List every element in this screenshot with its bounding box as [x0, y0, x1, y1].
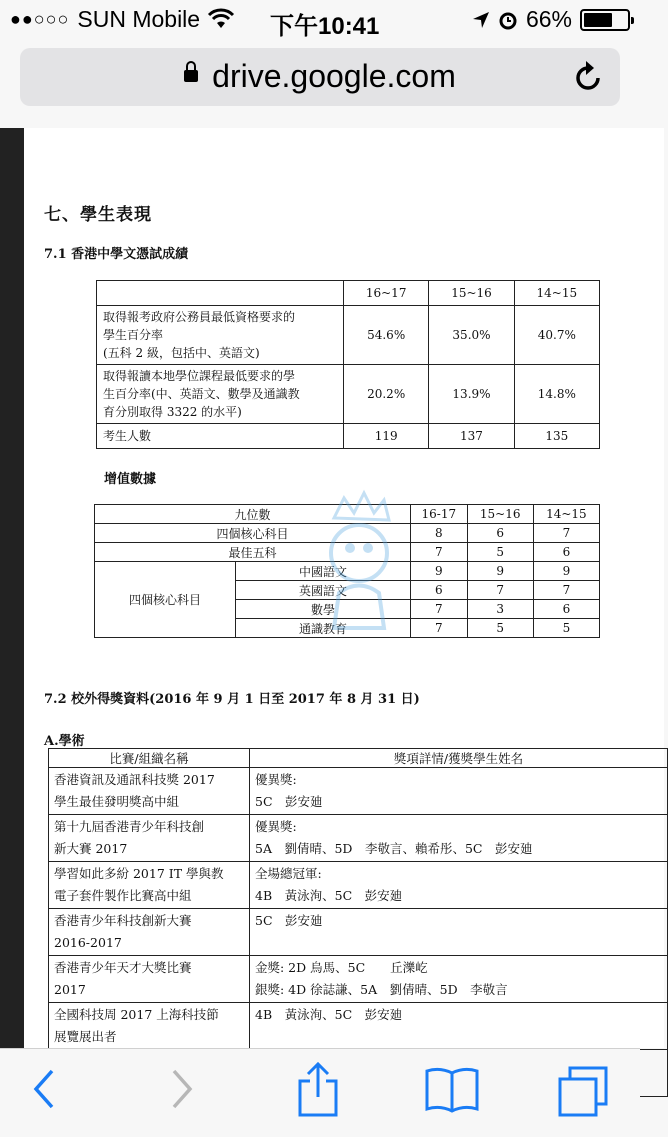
- value-cell: 6: [533, 543, 599, 562]
- table-row: [49, 1003, 668, 1050]
- value-cell: 5: [467, 543, 533, 562]
- award-detail-line: 優異獎:: [255, 819, 297, 834]
- competition-name-line: 電子套件製作比賽高中組: [54, 888, 192, 903]
- signal-icon: ●●○○○: [10, 9, 70, 29]
- table-row: [97, 306, 600, 365]
- value-cell: 8: [411, 524, 468, 543]
- award-detail-line: [255, 1026, 662, 1048]
- competition-name-line: 展覽展出者: [54, 1029, 117, 1044]
- column-header: 獎項詳情/獲獎學生姓名: [250, 749, 668, 768]
- subject-label: 通識教育: [236, 619, 411, 638]
- label-line: 學生百分率: [103, 328, 164, 342]
- value-cell: 6: [467, 524, 533, 543]
- competition-name-line: 全國科技周 2017 上海科技節: [54, 1007, 219, 1022]
- award-detail-line: 優異獎:: [255, 772, 297, 787]
- value-cell: 135: [514, 424, 599, 449]
- book-icon[interactable]: [424, 1065, 480, 1115]
- table-row: [49, 956, 668, 1003]
- competition-name-line: 2017: [54, 982, 86, 997]
- battery-percent: 66%: [525, 6, 572, 32]
- value-cell: 6: [533, 600, 599, 619]
- award-detail-line: 5C 彭安廸: [255, 794, 323, 809]
- table-row: [97, 365, 600, 424]
- competition-name-line: 學生最佳發明獎高中組: [54, 794, 180, 809]
- award-detail: [250, 909, 668, 956]
- subsection-title-7-2: 7.2 校外得獎資料(2016 年 9 月 1 日至 2017 年 8 月 31 日): [44, 692, 420, 707]
- year-header: 14~15: [514, 281, 599, 306]
- competition-name: [49, 862, 250, 909]
- bottom-toolbar: [0, 1048, 640, 1137]
- row-label: [97, 306, 344, 365]
- value-cell: 6: [411, 581, 468, 600]
- table-header-row: [97, 281, 600, 306]
- value-cell: 9: [467, 562, 533, 581]
- competition-name: [49, 909, 250, 956]
- label-line: (五科 2 級，包括中、英語文): [103, 346, 260, 360]
- value-cell: 7: [411, 619, 468, 638]
- row-label: [97, 365, 344, 424]
- chevron-left-icon[interactable]: [30, 1067, 58, 1111]
- dse-results-table: [96, 280, 600, 449]
- value-cell: 7: [533, 581, 599, 600]
- label-line: 生百分率(中、英語文、數學及通識教: [103, 387, 300, 401]
- label-line: 育分別取得 3322 的水平): [103, 405, 242, 419]
- category-title-academic: A.學術: [44, 734, 85, 749]
- value-cell: 7: [533, 524, 599, 543]
- value-cell: 7: [411, 543, 468, 562]
- award-detail: [250, 1003, 668, 1050]
- value-cell: 9: [533, 562, 599, 581]
- reload-icon[interactable]: [572, 58, 604, 94]
- competition-name-line: 香港青少年天才大獎比賽: [54, 960, 192, 975]
- award-detail-line: 金獎: 2D 烏馬、5C 丘濼屹: [255, 960, 428, 975]
- competition-name: [49, 815, 250, 862]
- status-right: [472, 6, 630, 33]
- row-label: 最佳五科: [95, 543, 411, 562]
- header-cell: 九位數: [95, 505, 411, 524]
- row-label: [97, 424, 344, 449]
- competition-name-line: 第十九屆香港青少年科技創: [54, 819, 205, 834]
- year-header: 14~15: [533, 505, 599, 524]
- award-detail-line: 5A 劉倩晴、5D 李敬言、賴希彤、5C 彭安廸: [255, 841, 533, 856]
- award-detail-line: 4B 黃泳洵、5C 彭安廸: [255, 1007, 403, 1022]
- carrier-name: SUN Mobile: [77, 6, 201, 32]
- table-row: [49, 862, 668, 909]
- year-header: 16-17: [411, 505, 468, 524]
- value-cell: 137: [429, 424, 514, 449]
- year-header: 15~16: [429, 281, 514, 306]
- award-detail-line: 4B 黃泳洵、5C 彭安廸: [255, 888, 403, 903]
- subsection-title-7-1: 7.1 香港中學文憑試成績: [44, 247, 189, 262]
- year-header: 15~16: [467, 505, 533, 524]
- status-bar: [0, 0, 640, 40]
- competition-name-line: 學習如此多紛 2017 IT 學與教: [54, 866, 224, 881]
- table-header-row: [49, 749, 668, 768]
- value-cell: 7: [411, 600, 468, 619]
- status-left: [10, 6, 234, 33]
- award-detail: [250, 862, 668, 909]
- value-cell: 40.7%: [514, 306, 599, 365]
- award-detail: [250, 815, 668, 862]
- tabs-icon[interactable]: [556, 1065, 610, 1119]
- subject-label: 中國語文: [236, 562, 411, 581]
- battery-icon: [580, 9, 630, 31]
- table-row: [49, 768, 668, 815]
- address-bar[interactable]: [20, 48, 620, 106]
- award-detail: [250, 768, 668, 815]
- label-line: 取得報考政府公務員最低資格要求的: [103, 310, 296, 324]
- url-display[interactable]: [20, 58, 620, 95]
- competition-name: [49, 956, 250, 1003]
- section-title: 七、學生表現: [44, 205, 152, 225]
- chevron-right-icon[interactable]: [168, 1067, 196, 1111]
- competition-name-line: 香港青少年科技創新大賽: [54, 913, 192, 928]
- value-cell: 35.0%: [429, 306, 514, 365]
- table-row: [97, 424, 600, 449]
- battery-fill: [584, 13, 612, 27]
- table-row: [49, 815, 668, 862]
- competition-name-line: 2016-2017: [54, 935, 122, 950]
- award-detail-line: [255, 932, 662, 954]
- label-line: 取得報讀本地學位課程最低要求的學: [103, 369, 296, 383]
- value-cell: 54.6%: [344, 306, 429, 365]
- document-page: [24, 128, 664, 1048]
- header-cell: [97, 281, 344, 306]
- award-detail-line: 5C 彭安廸: [255, 913, 323, 928]
- wifi-icon: [208, 10, 234, 30]
- document-viewer[interactable]: [0, 128, 640, 1048]
- status-time: 下午10:41: [270, 13, 380, 40]
- lock-icon: [184, 70, 198, 82]
- value-cell: 13.9%: [429, 365, 514, 424]
- alarm-icon: [498, 10, 518, 30]
- subject-label: 英國語文: [236, 581, 411, 600]
- watermark-logo: [314, 488, 404, 638]
- award-detail-line: 全場總冠軍:: [255, 866, 322, 881]
- competition-name: [49, 1003, 250, 1050]
- year-header: 16~17: [344, 281, 429, 306]
- row-label: 四個核心科目: [95, 524, 411, 543]
- competition-name-line: 新大賽 2017: [54, 841, 128, 856]
- location-icon: [472, 11, 490, 29]
- share-icon[interactable]: [296, 1061, 340, 1117]
- value-cell: 3: [467, 600, 533, 619]
- group-label: 四個核心科目: [95, 562, 236, 638]
- value-cell: 7: [467, 581, 533, 600]
- awards-table: [48, 748, 668, 1097]
- value-cell: 20.2%: [344, 365, 429, 424]
- value-cell: 14.8%: [514, 365, 599, 424]
- url-text: drive.google.com: [212, 58, 456, 94]
- value-cell: 5: [467, 619, 533, 638]
- value-cell: 119: [344, 424, 429, 449]
- value-cell: 5: [533, 619, 599, 638]
- value-added-title: 增值數據: [104, 472, 157, 487]
- subject-label: 數學: [236, 600, 411, 619]
- column-header: 比賽/組織名稱: [49, 749, 250, 768]
- value-cell: 9: [411, 562, 468, 581]
- competition-name: [49, 768, 250, 815]
- award-detail: [250, 956, 668, 1003]
- label-line: 考生人數: [103, 429, 152, 443]
- award-detail-line: 銀獎: 4D 徐誌謙、5A 劉倩晴、5D 李敬言: [255, 982, 508, 997]
- competition-name-line: 香港資訊及通訊科技獎 2017: [54, 772, 215, 787]
- table-row: [49, 909, 668, 956]
